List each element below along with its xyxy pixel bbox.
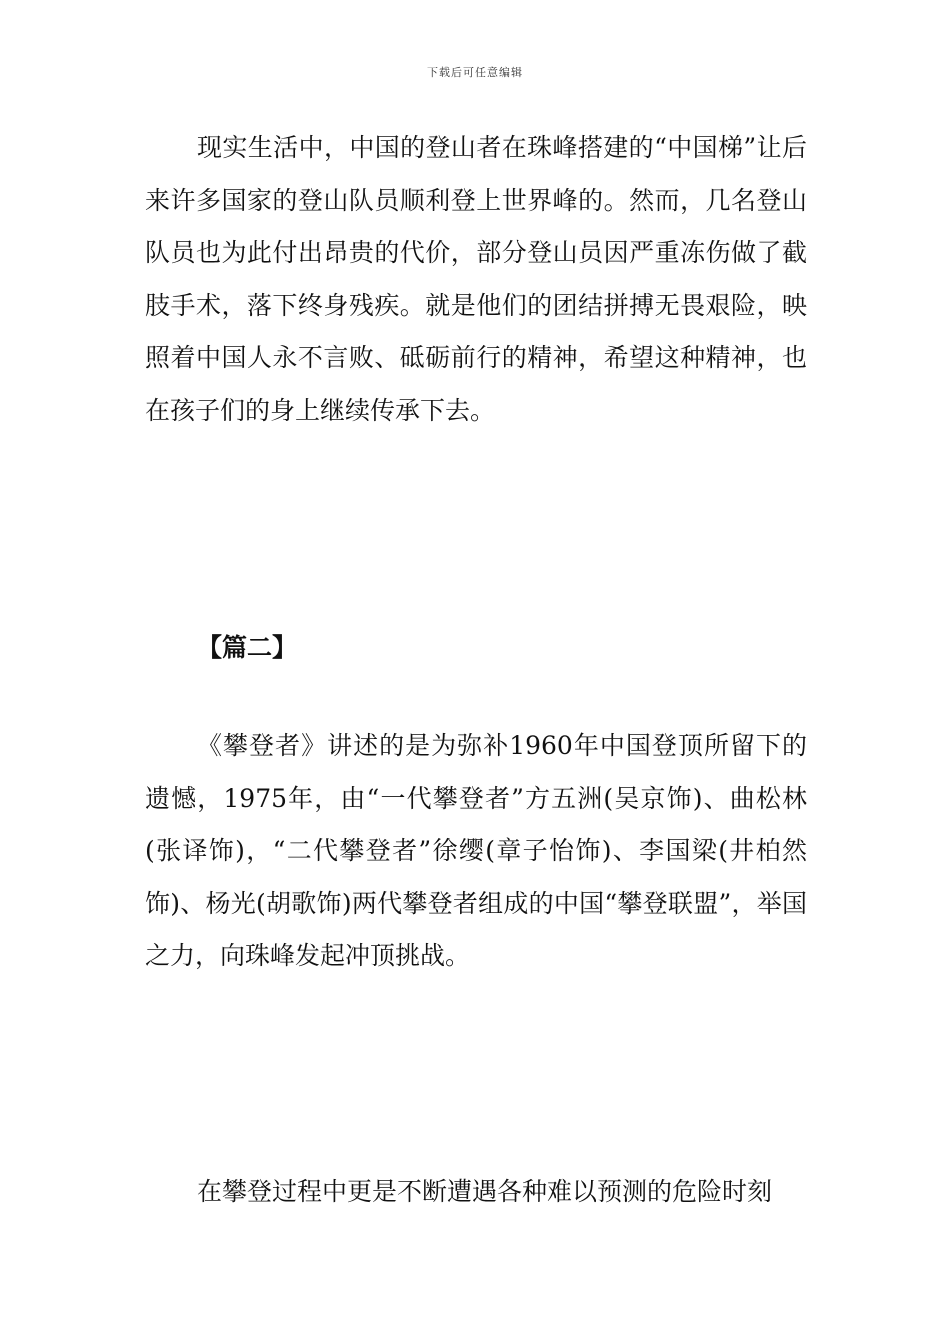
paragraph-2: 《攀登者》讲述的是为弥补1960年中国登顶所留下的遗憾，1975年，由“一代攀登者”方五洲(吴京饰)、曲松林(张译饰)，“二代攀登者”徐缨(章子怡饰)、李国梁(井柏然饰)、杨光(胡歌饰)两代攀登者组成的中国“攀登联盟”，举国之力，向珠峰发起冲顶挑战。 [145,731,807,970]
paragraph-1: 现实生活中，中国的登山者在珠峰搭建的“中国梯”让后来许多国家的登山队员顺利登上世界峰的。然而，几名登山队员也为此付出昂贵的代价，部分登山员因严重冻伤做了截肢手术，落下终身残疾。就是他们的团结拼搏无畏艰险，映照着中国人永不言败、砥砺前行的精神，希望这种精神，也在孩子们的身上继续传承下去。 [145,133,807,425]
paragraph-3: 在攀登过程中更是不断遭遇各种难以预测的危险时刻 [197,1177,773,1206]
section-heading: 【篇二】 [197,633,298,662]
header-note: 下载后可任意编辑 [427,66,523,79]
